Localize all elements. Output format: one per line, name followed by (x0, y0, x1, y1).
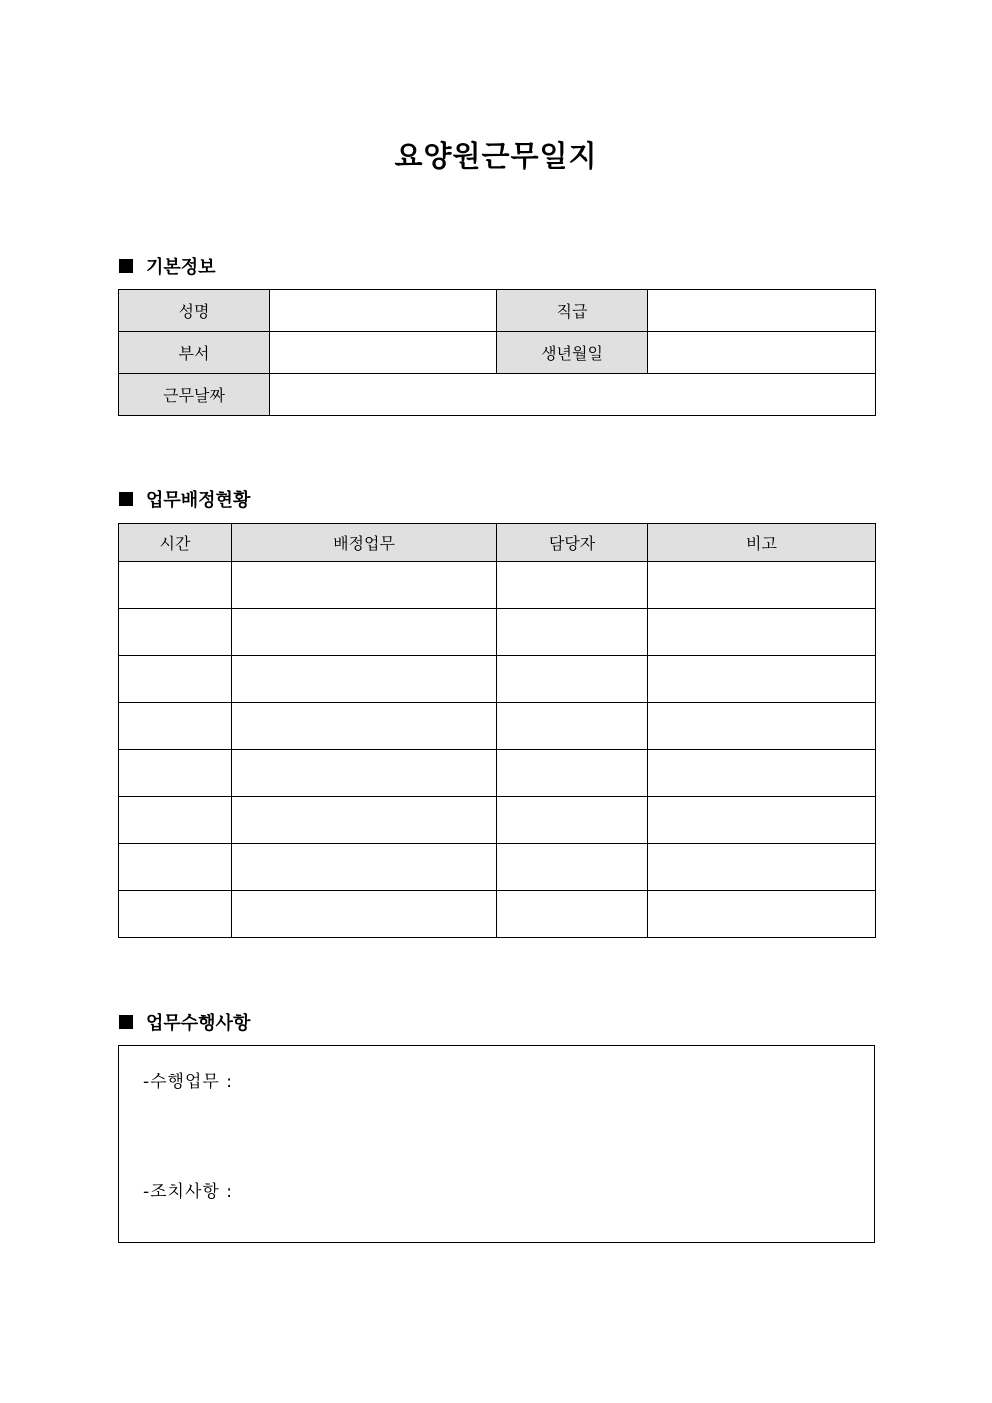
section-heading-performance (119, 1009, 250, 1035)
work-date-label: 근무날짜 (119, 374, 270, 416)
section-heading-label: 업무수행사항 (146, 1013, 251, 1034)
department-field[interactable] (270, 332, 497, 374)
time-cell[interactable] (119, 609, 232, 656)
table-row (119, 656, 876, 703)
work-date-field[interactable] (270, 374, 876, 416)
action-taken-label: -조치사항 : (143, 1182, 233, 1202)
page-title: 요양원근무일지 (394, 139, 598, 173)
birthdate-field[interactable] (648, 332, 876, 374)
square-bullet-icon (119, 259, 133, 273)
birthdate-label: 생년월일 (497, 332, 648, 374)
table-row (119, 562, 876, 609)
remarks-cell[interactable] (648, 562, 876, 609)
remarks-cell[interactable] (648, 891, 876, 938)
assignee-cell[interactable] (497, 891, 648, 938)
department-label: 부서 (119, 332, 270, 374)
name-field[interactable] (270, 290, 497, 332)
section-heading-assignment (119, 486, 250, 512)
remarks-cell[interactable] (648, 750, 876, 797)
remarks-cell[interactable] (648, 844, 876, 891)
assignee-cell[interactable] (497, 609, 648, 656)
table-row (119, 290, 876, 332)
table-row (119, 891, 876, 938)
task-cell[interactable] (232, 562, 497, 609)
remarks-cell[interactable] (648, 797, 876, 844)
table-row (119, 797, 876, 844)
assignment-table (118, 523, 876, 938)
task-cell[interactable] (232, 797, 497, 844)
remarks-cell[interactable] (648, 609, 876, 656)
table-row (119, 750, 876, 797)
assignee-cell[interactable] (497, 703, 648, 750)
section-heading-basic-info (119, 253, 216, 279)
task-cell[interactable] (232, 656, 497, 703)
assignee-cell[interactable] (497, 844, 648, 891)
task-performed-label: -수행업무 : (143, 1072, 233, 1092)
square-bullet-icon (119, 1015, 133, 1029)
time-cell[interactable] (119, 891, 232, 938)
column-header-time: 시간 (119, 524, 232, 562)
time-cell[interactable] (119, 750, 232, 797)
assignee-cell[interactable] (497, 797, 648, 844)
performance-box[interactable] (118, 1045, 875, 1243)
table-row (119, 609, 876, 656)
remarks-cell[interactable] (648, 656, 876, 703)
position-label: 직급 (497, 290, 648, 332)
position-field[interactable] (648, 290, 876, 332)
section-heading-label: 기본정보 (146, 257, 216, 278)
table-row (119, 374, 876, 416)
table-row (119, 332, 876, 374)
assignee-cell[interactable] (497, 750, 648, 797)
task-cell[interactable] (232, 609, 497, 656)
time-cell[interactable] (119, 844, 232, 891)
task-cell[interactable] (232, 891, 497, 938)
name-label: 성명 (119, 290, 270, 332)
column-header-remarks: 비고 (648, 524, 876, 562)
task-cell[interactable] (232, 750, 497, 797)
square-bullet-icon (119, 492, 133, 506)
column-header-assignee: 담당자 (497, 524, 648, 562)
time-cell[interactable] (119, 703, 232, 750)
table-row (119, 844, 876, 891)
time-cell[interactable] (119, 656, 232, 703)
table-row (119, 703, 876, 750)
time-cell[interactable] (119, 562, 232, 609)
time-cell[interactable] (119, 797, 232, 844)
section-heading-label: 업무배정현황 (146, 490, 251, 511)
assignee-cell[interactable] (497, 562, 648, 609)
remarks-cell[interactable] (648, 703, 876, 750)
column-header-task: 배정업무 (232, 524, 497, 562)
assignee-cell[interactable] (497, 656, 648, 703)
task-cell[interactable] (232, 844, 497, 891)
basic-info-table (118, 289, 876, 416)
table-header-row (119, 524, 876, 562)
task-cell[interactable] (232, 703, 497, 750)
